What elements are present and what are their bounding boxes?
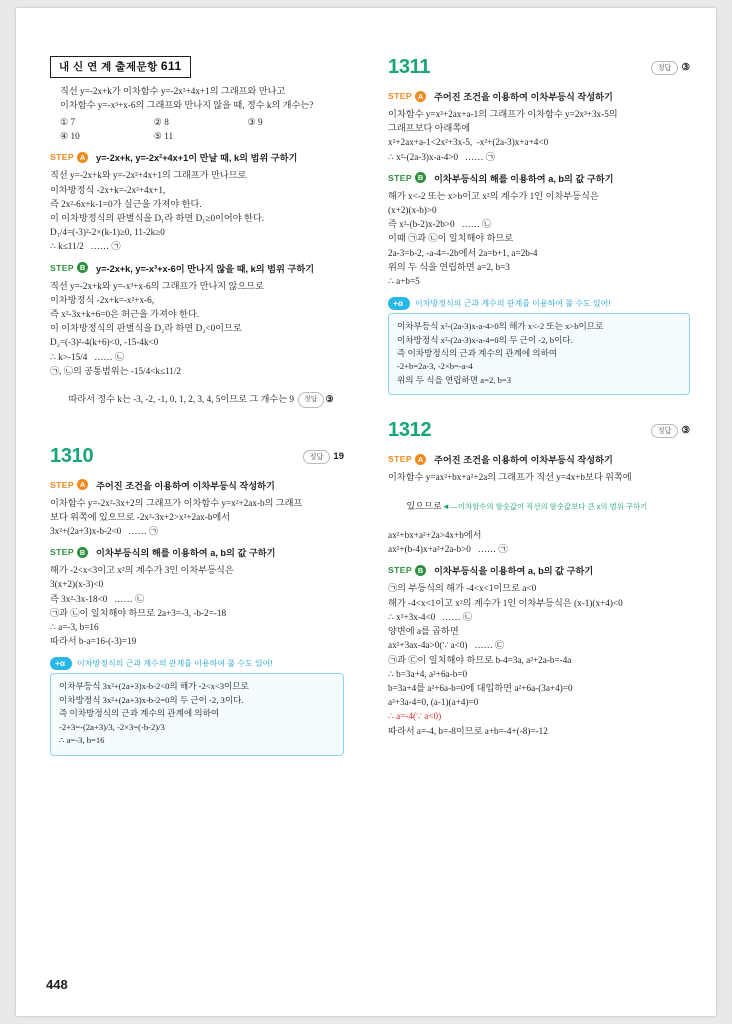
q1312-b-line-4: 양변에 a를 곱하면: [388, 626, 459, 637]
plus-alpha-box: [50, 673, 344, 755]
question-number: 1311: [388, 56, 431, 78]
step-b-header: [388, 563, 690, 577]
plus-line-4: -2+3=-(2a+3)/3, -2×3=(-b-2)/3: [59, 721, 165, 732]
step-a-line-3: 즉 2x²-6x+k-1=0가 실근을 가져야 한다.: [50, 198, 202, 209]
step-title: 이차부등식을 이용하여 a, b의 값 구하기: [434, 566, 594, 577]
choice-5[interactable]: ⑤ 11: [153, 131, 174, 142]
step-title: y=-2x+k, y=-2x²+4x+1이 만날 때, k의 범위 구하기: [96, 153, 298, 164]
plus-line-1: 이차부등식 3x²+(2a+3)x-b-2<0의 해가 -2<x<3이므로: [59, 681, 249, 692]
naesin-badge: [50, 56, 191, 78]
plus-line-1: 이차부등식 x²-(2a-3)x-a-4>0의 해가 x<-2 또는 x>b이므로: [397, 321, 604, 332]
plus-alpha-tag: +α: [50, 657, 72, 670]
naesin-number: 611: [160, 59, 182, 73]
step-b-line-5: D₂=(-3)²-4(k+6)<0, -15-4k<0: [50, 337, 159, 348]
q1312-a-line-4: ax²+(b-4)x+a²+2a-b>0 …… ㉠: [388, 544, 508, 555]
plus-line-2: 이차방정식 3x²+(2a+3)x-b-2=0의 두 근이 -2, 3이다.: [59, 694, 244, 705]
question-number: 1310: [50, 444, 94, 467]
plus-line-2: 이차방정식 x²-(2a-3)x-a-4=0의 두 근이 -2, b이다.: [397, 334, 573, 345]
answer-value: ③: [681, 62, 690, 73]
answer-value: 19: [333, 450, 344, 462]
q1312-b-line-7: ∴ b=3a+4, a²+6a-b=0: [388, 668, 468, 679]
step-label: STEP: [50, 262, 75, 273]
plus-alpha-header: [50, 657, 344, 670]
q1311-b-line-2: (x+2)(x-b)>0: [388, 205, 437, 216]
q1310-b-line-3: 즉 3x²-3x-18<0 …… ㉡: [50, 593, 145, 604]
step-letter-icon: B: [415, 172, 426, 183]
q1312-b-line-5: ax²+3ax-4a>0(∵ a<0) …… ㉢: [388, 640, 505, 651]
step-letter-icon: A: [415, 454, 426, 465]
step-b-line-1: 직선 y=-2x+k와 y=-x³+x-6의 그래프가 만나지 않으므로: [50, 280, 265, 291]
q1310-b-line-1: 해가 -2<x<3이고 x²의 계수가 3인 이차부등식은: [50, 565, 234, 576]
q1312-b-line-3: ∴ x²+3x-4<0 …… ㉡: [388, 611, 473, 622]
choice-4[interactable]: ④ 10: [60, 131, 80, 142]
step-label: STEP: [50, 547, 75, 558]
q1312-b-line-8: b=3a+4를 a²+6a-b=0에 대입하면 a²+6a-(3a+4)=0: [388, 682, 573, 693]
step-label: STEP: [388, 91, 413, 101]
answer-badge: [651, 61, 690, 75]
q1310-b-line-4: ㉠과 ㉡이 일치해야 하므로 2a+3=-3, -b-2=-18: [50, 607, 227, 618]
step-b-line-6: ∴ k>-15/4 …… ㉡: [50, 351, 125, 362]
q1310-b-line-5: ∴ a=-3, b=16: [50, 622, 99, 633]
question-1312-header: [388, 419, 690, 445]
answer-pill: 정답: [298, 392, 324, 408]
step-a-header: [388, 452, 690, 466]
plus-line-5: ∴ a=-3, b=16: [59, 735, 105, 746]
choice-1[interactable]: ① 7: [60, 117, 76, 128]
answer-pill: 정답: [651, 61, 679, 75]
q1312-a-line-2-text: 있으므로: [406, 500, 442, 511]
q1311-a-line-4: ∴ x²-(2a-3)x-a-4>0 …… ㉠: [388, 151, 495, 162]
q1312-a-line-2: [388, 484, 690, 528]
q1312-b-line-2: 해가 -4<x<1이고 x²의 계수가 1인 이차부등식은 (x-1)(x+4)<0: [388, 597, 623, 608]
step-title: y=-2x+k, y=-x³+x-6이 만나지 않을 때, k의 범위 구하기: [96, 263, 315, 274]
step-letter-icon: A: [77, 479, 88, 490]
answer-pill: 정답: [303, 450, 331, 464]
plus-line-3: 즉 이차방정식의 근과 계수의 관계에 의하여: [59, 708, 220, 719]
right-column: [366, 8, 716, 938]
step-b-header: [50, 545, 344, 559]
step-b-line-2: 이차방정식 -2x+k=-x²+x-6,: [50, 294, 155, 305]
plus-alpha-1310: [50, 657, 344, 755]
step-b-line-3: 즉 x²-3x+k+6=0은 허근을 가져야 한다.: [50, 309, 200, 320]
step-letter-icon: B: [415, 565, 426, 576]
q1312-a-line-3: ax²+bx+a²+2a>4x+b에서: [388, 530, 482, 541]
q1310-a-line-2: 보다 위쪽에 있으므로 -2x²-3x+2>x²+2ax-b에서: [50, 511, 231, 522]
plus-line-5: 위의 두 식을 연립하면 a=2, b=3: [397, 374, 512, 385]
step-a-line-4: 이 이차방정식의 판별식을 D₁라 하면 D₁≥0이어야 한다.: [50, 213, 265, 224]
step-a-line-6: ∴ k≤11/2 …… ㉠: [50, 241, 121, 252]
step-b-line-4: 이 이차방정식의 판별식을 D₂라 하면 D₂<0이므로: [50, 323, 242, 334]
choice-2[interactable]: ② 8: [153, 117, 169, 128]
plus-alpha-header: [388, 297, 690, 310]
step-a-line-2: 이차방정식 -2x+k=-2x²+4x+1,: [50, 184, 166, 195]
step-label: STEP: [50, 479, 75, 490]
q1311-a-line-3: x²+2ax+a-1<2x²+3x-5, -x²+(2a-3)x+a+4<0: [388, 137, 549, 148]
step-letter-icon: A: [415, 91, 426, 102]
q1311-b-line-3: 즉 x²-(b-2)x-2b>0 …… ㉡: [388, 219, 492, 230]
step-title: 주어진 조건을 이용하여 이차부등식 작성하기: [434, 92, 613, 102]
q1312-b-line-10: ∴ a=-4(∵ a<0): [388, 711, 442, 722]
q1310-a-line-1: 이차함수 y=-2x²-3x+2의 그래프가 이차함수 y=x²+2ax-b의 그래프: [50, 497, 303, 508]
step-label: STEP: [388, 565, 413, 576]
question-1311-header: [388, 56, 690, 82]
step-label: STEP: [388, 454, 413, 465]
step-a-header: [50, 150, 344, 164]
q1311-b-line-5: 2a-3=b-2, -a-4=-2b에서 2a=b+1, a=2b-4: [388, 247, 538, 258]
answer-value: ③: [325, 394, 334, 405]
problem-choices: [50, 115, 344, 143]
q1311-b-line-6: 위의 두 식을 연립하면 a=2, b=3: [388, 261, 510, 272]
q1311-b-line-1: 해가 x<-2 또는 x>b이고 x²의 계수가 1인 이차부등식은: [388, 190, 599, 201]
q1312-b-line-6: ㉠과 ㉢이 일치해야 하므로 b-4=3a, a²+2a-b=-4a: [388, 654, 572, 665]
note-arrow-icon: ◄—: [441, 501, 458, 511]
plus-alpha-caption: 이차방정식의 근과 계수의 관계를 이용하여 풀 수도 있어!: [77, 659, 273, 669]
left-column: [16, 8, 366, 938]
step-b-line-7: ㉠, ㉡의 공통범위는 -15/4<k≤11/2: [50, 365, 182, 376]
problem-line-1: 직선 y=-2x+k가 이차함수 y=-2x²+4x+1의 그래프와 만나고: [60, 86, 286, 96]
question-number: 1312: [388, 419, 432, 442]
q1312-b-line-11: 따라서 a=-4, b=-8이므로 a+b=-4+(-8)=-12: [388, 725, 548, 736]
plus-line-3: 즉 이차방정식의 근과 계수의 관계에 의하여: [397, 348, 558, 359]
answer-pill: 정답: [651, 424, 679, 438]
step-title: 주어진 조건을 이용하여 이차부등식 작성하기: [96, 480, 275, 491]
plus-alpha-tag: +α: [388, 297, 410, 310]
plus-alpha-caption: 이차방정식의 근과 계수의 관계를 이용하여 풀 수도 있어!: [415, 299, 611, 309]
problem-line-2: 이차함수 y=-x³+x-6의 그래프와 만나지 않을 때, 정수 k의 개수는?: [60, 100, 314, 111]
q1312-a-line-1: 이차함수 y=ax²+bx+a²+2a의 그래프가 직선 y=4x+b보다 위쪽에: [388, 472, 632, 483]
q1312-b-line-1: ㉠의 부등식의 해가 -4<x<1이므로 a<0: [388, 583, 537, 594]
choice-3[interactable]: ③ 9: [247, 117, 263, 128]
q1310-a-line-3: 3x²+(2a+3)x-b-2<0 …… ㉠: [50, 526, 159, 537]
plus-line-4: -2+b=2a-3, -2×b=-a-4: [397, 361, 473, 372]
answer-badge: [303, 450, 344, 464]
plus-alpha-box: [388, 313, 690, 395]
step-title: 주어진 조건을 이용하여 이차부등식 작성하기: [434, 455, 613, 466]
question-1310-header: [50, 445, 344, 471]
step-title: 이차부등식의 해를 이용하여 a, b의 값 구하기: [434, 173, 614, 184]
step-b-final-text: 따라서 정수 k는 -3, -2, -1, 0, 1, 2, 3, 4, 5이므로 그 개수는 9: [68, 394, 294, 405]
step-letter-icon: B: [77, 547, 88, 558]
plus-alpha-1311: [388, 297, 690, 395]
q1310-b-line-6: 따라서 b-a=16-(-3)=19: [50, 636, 137, 647]
step-a-line-1: 직선 y=-2x+k와 y=-2x²+4x+1의 그래프가 만나므로: [50, 170, 247, 181]
side-note: 이차함수의 함숫값이 직선의 함숫값보다 큰 x의 범위 구하기: [457, 501, 648, 511]
q1310-b-line-2: 3(x+2)(x-3)<0: [50, 579, 104, 590]
q1311-b-line-4: 이때 ㉠과 ㉡이 일치해야 하므로: [388, 233, 514, 244]
step-title: 이차부등식의 해를 이용하여 a, b의 값 구하기: [96, 548, 276, 559]
step-b-header: [50, 261, 344, 275]
step-b-line-8: [50, 378, 344, 423]
q1311-b-line-7: ∴ a+b=5: [388, 276, 420, 287]
step-a-line-5: D₁/4=(-3)²-2×(k-1)≥0, 11-2k≥0: [50, 227, 165, 238]
step-b-header: [388, 171, 690, 185]
naesin-label: 내 신 연 계 출제문항: [59, 61, 158, 73]
step-letter-icon: B: [77, 262, 88, 273]
answer-value: ③: [681, 425, 690, 437]
page-columns: [16, 8, 716, 938]
step-letter-icon: A: [77, 152, 88, 163]
step-label: STEP: [50, 152, 75, 163]
q1312-b-line-9: a²+3a-4=0, (a-1)(a+4)=0: [388, 697, 479, 708]
step-label: STEP: [388, 172, 413, 183]
q1311-a-line-2: 그래프보다 아래쪽에: [388, 123, 471, 134]
answer-badge: [651, 424, 690, 438]
page-number: 448: [46, 977, 68, 992]
q1311-a-line-1: 이차함수 y=x²+2ax+a-1의 그래프가 이차함수 y=2x³+3x-5의: [388, 109, 618, 119]
step-a-header: [388, 89, 690, 103]
step-a-header: [50, 478, 344, 492]
page: [16, 8, 716, 1016]
